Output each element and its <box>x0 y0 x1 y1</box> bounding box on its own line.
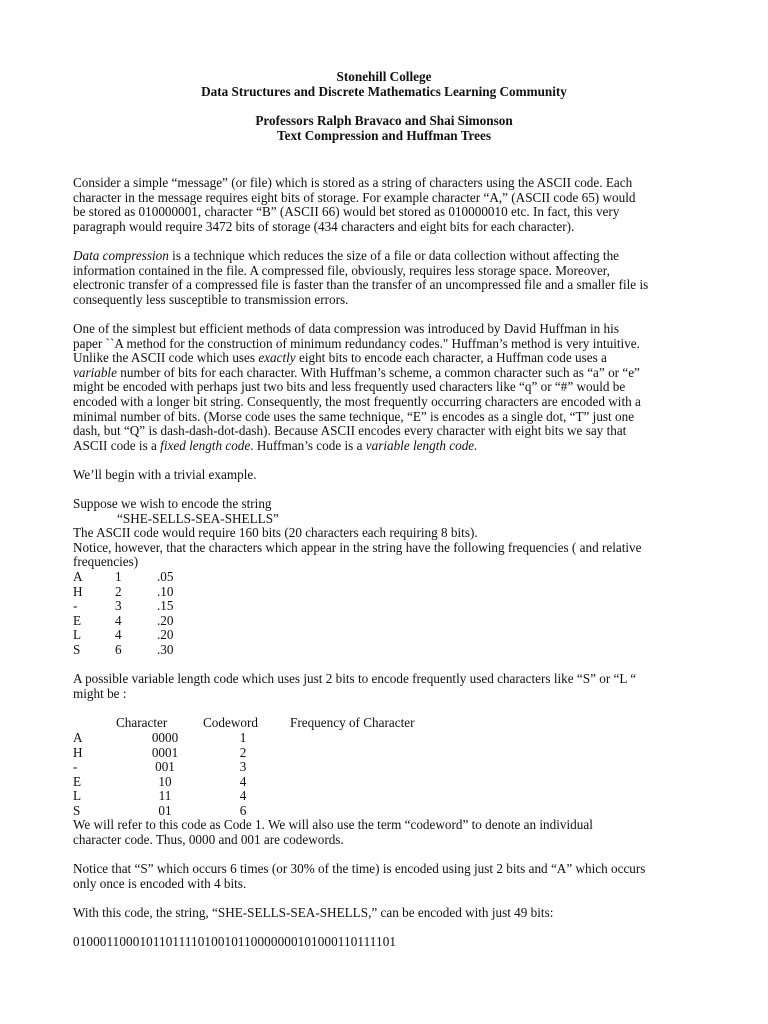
example-string: “SHE-SELLS-SEA-SHELLS” <box>117 510 279 526</box>
text-line: We will refer to this code as Code 1. We will also use the term “codeword” to denote an individual <box>73 817 593 832</box>
text-span: Unlike the ASCII code which uses <box>73 350 259 366</box>
freq-count: 2 <box>115 583 122 599</box>
code-char: E <box>73 773 82 789</box>
code-table-header <box>73 716 473 731</box>
code-frequency: 3 <box>239 759 247 775</box>
document-title: Text Compression and Huffman Trees <box>277 128 491 143</box>
freq-char: A <box>73 569 83 584</box>
code-char: A <box>73 730 83 745</box>
text-line: might be : <box>73 685 127 701</box>
freq-char: E <box>73 612 82 628</box>
paragraph-ascii-intro <box>73 176 703 234</box>
text-line: minimal number of bits. (Morse code uses the same technique, “E” is encodes as a single dot, “T” just one <box>73 408 635 424</box>
document-subheader <box>0 113 768 143</box>
freq-char: S <box>73 641 81 657</box>
text-line: We’ll begin with a trivial example. <box>73 467 257 482</box>
codeword: 11 <box>158 788 172 804</box>
text-span: . Huffman’s code is a <box>250 437 366 453</box>
text-line <box>73 351 703 366</box>
code-char: S <box>73 802 81 818</box>
emphasis-exactly: exactly <box>258 350 296 366</box>
frequency-row <box>73 643 197 658</box>
code-char: - <box>73 759 78 775</box>
frequency-row <box>73 585 197 600</box>
code-row <box>73 746 271 761</box>
freq-relative: .20 <box>157 627 174 643</box>
text-line: information contained in the file. A compressed file, obviously, requires less storage space. Moreover, <box>73 262 610 278</box>
frequency-row <box>73 614 197 629</box>
codeword: 10 <box>158 773 172 789</box>
term-data-compression: Data compression <box>73 248 169 263</box>
freq-count: 6 <box>115 641 122 657</box>
freq-relative: .10 <box>157 583 174 599</box>
paragraph-notice-s <box>73 862 703 891</box>
freq-char: L <box>73 627 82 643</box>
code-row <box>73 760 271 775</box>
text-span: number of bits for each character. With Huffman’s scheme, a common character such as “a” or “e” <box>116 364 640 380</box>
code-char: H <box>73 744 83 760</box>
codeword: 01 <box>158 802 172 818</box>
professors-line: Professors Ralph Bravaco and Shai Simonson <box>255 113 513 128</box>
freq-relative: .30 <box>157 641 174 657</box>
encoded-bitstring <box>73 935 703 950</box>
emphasis-fixed-length-code: fixed length code <box>160 437 251 453</box>
text-line <box>73 439 703 454</box>
paragraph-huffman-method <box>73 322 703 453</box>
text-line: dash, but “Q” is dash-dash-dot-dash). Because ASCII encodes every character with eight bits we say that <box>73 423 627 439</box>
text-line: only once is encoded with 4 bits. <box>73 875 247 891</box>
emphasis-variable-length-code: variable length code. <box>365 437 478 453</box>
text-line: A possible variable length code which uses just 2 bits to encode frequently used characters like “S” or “L “ <box>73 671 637 686</box>
codeword: 0001 <box>151 744 179 760</box>
paragraph-data-compression <box>73 249 703 307</box>
text-line: The ASCII code would require 160 bits (20 characters each requiring 8 bits). <box>73 525 478 541</box>
text-line: With this code, the string, “SHE-SELLS-SEA-SHELLS,” can be encoded with just 49 bits: <box>73 905 554 920</box>
text-line: Notice, however, that the characters which appear in the string have the following frequencies ( and relative <box>73 539 642 555</box>
paragraph-variable-code <box>73 672 703 701</box>
freq-char: H <box>73 583 83 599</box>
community-name: Data Structures and Discrete Mathematics Learning Community <box>201 84 567 99</box>
paragraph-trivial-example <box>73 468 703 483</box>
text-line: electronic transfer of a compressed file is faster than the transfer of an uncompressed file and a smaller file is <box>73 277 649 293</box>
text-span: eight bits to encode each character, a Huffman code uses a <box>295 350 607 366</box>
code-row <box>73 789 271 804</box>
freq-relative: .15 <box>157 598 174 614</box>
text-line: be stored as 010000001, character “B” (ASCII 66) would bet stored as 010000010 etc. In fact, this very <box>73 204 620 220</box>
text-line: frequencies) <box>73 554 139 570</box>
code-frequency: 1 <box>239 730 247 745</box>
frequency-row <box>73 628 197 643</box>
header-codeword: Codeword <box>203 715 258 730</box>
freq-relative: .20 <box>157 612 174 628</box>
freq-count: 3 <box>115 598 122 614</box>
header-character: Character <box>116 715 168 730</box>
code-row <box>73 775 271 790</box>
paragraph-encoded-string <box>73 906 703 921</box>
text-line: consequently less susceptible to transmission errors. <box>73 291 349 307</box>
text-line: Consider a simple “message” (or file) which is stored as a string of characters using the ASCII code. Each <box>73 175 633 190</box>
code-frequency: 2 <box>239 744 247 760</box>
text-span: is a technique which reduces the size of a file or data collection without affecting the <box>168 248 620 263</box>
frequency-table <box>73 570 197 658</box>
freq-relative: .05 <box>157 569 174 584</box>
freq-count: 4 <box>115 627 122 643</box>
frequency-row <box>73 599 197 614</box>
text-line: character in the message requires eight bits of storage. For example character “A,” (ASCII code 65) would <box>73 189 636 205</box>
text-line: One of the simplest but efficient methods of data compression was introduced by David Huffman in his <box>73 321 619 336</box>
text-line: paper ``A method for the construction of minimum redundancy codes." Huffman’s method is very intuitive. <box>73 335 640 351</box>
header-frequency: Frequency of Character <box>290 715 415 730</box>
bitstring-text: 0100011000101101111010010110000000101000110111101 <box>73 934 397 949</box>
code-row <box>73 731 271 746</box>
text-line: might be encoded with perhaps just two bits and less frequently used characters like “q” or “#” would be <box>73 379 626 395</box>
code-table <box>73 731 271 819</box>
code-frequency: 6 <box>239 802 247 818</box>
code-char: L <box>73 788 82 804</box>
institution-name: Stonehill College <box>336 69 432 84</box>
frequency-row <box>73 570 197 585</box>
code-frequency: 4 <box>239 773 247 789</box>
emphasis-variable: variable <box>73 364 117 380</box>
paragraph-code-1 <box>73 818 703 847</box>
text-line: character code. Thus, 0000 and 001 are codewords. <box>73 831 344 847</box>
freq-char: - <box>73 598 78 614</box>
text-line <box>73 366 703 381</box>
code-frequency: 4 <box>239 788 247 804</box>
text-line: paragraph would require 3472 bits of storage (434 characters and eight bits for each character). <box>73 218 575 234</box>
text-line: encoded with a longer bit string. Consequently, the most frequently occurring characters are encoded with a <box>73 393 641 409</box>
text-line: Notice that “S” which occurs 6 times (or 30% of the time) is encoded using just 2 bits and “A” which occurs <box>73 861 646 876</box>
codeword: 001 <box>155 759 175 775</box>
text-line: Suppose we wish to encode the string <box>73 496 272 511</box>
freq-count: 4 <box>115 612 122 628</box>
paragraph-example-string <box>73 497 703 570</box>
document-header <box>0 69 768 99</box>
text-span: ASCII code is a <box>73 437 161 453</box>
freq-count: 1 <box>115 569 122 584</box>
codeword: 0000 <box>151 730 179 745</box>
text-line <box>73 249 703 264</box>
